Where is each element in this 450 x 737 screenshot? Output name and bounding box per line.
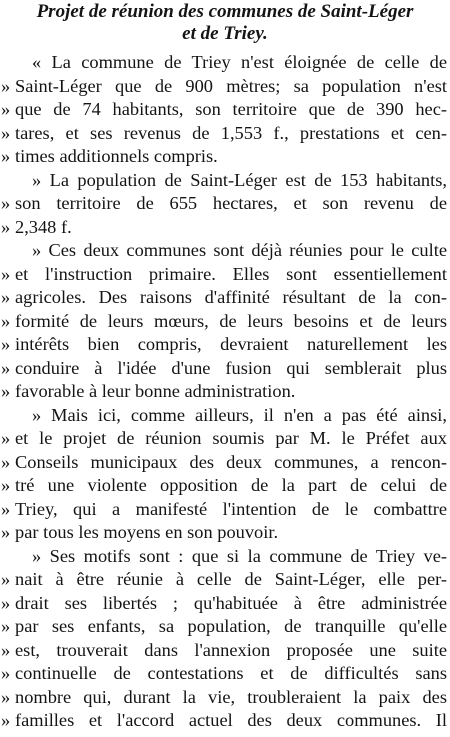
line-text: times additionnels compris. bbox=[15, 146, 218, 166]
quote-mark: » bbox=[1, 357, 11, 378]
quote-mark: » bbox=[1, 522, 11, 542]
line-text: « La commune de Triey n'est éloignée de celle de bbox=[32, 52, 447, 72]
text-line bbox=[0, 120, 450, 146]
text-line bbox=[0, 707, 450, 733]
line-text: par ses enfants, sa population, de tranquille qu'elle bbox=[15, 616, 447, 636]
text-line bbox=[0, 378, 450, 404]
line-text: par tous les moyens en son pouvoir. bbox=[15, 522, 279, 542]
quote-mark: » bbox=[1, 99, 11, 119]
text-line bbox=[0, 613, 450, 639]
text-line bbox=[0, 449, 450, 475]
text-line bbox=[0, 590, 450, 616]
line-text: tares, et ses revenus de 1,553 f., prestations et cen- bbox=[15, 122, 447, 143]
quote-mark: » bbox=[1, 146, 11, 166]
line-text: tré une violente opposition de la part de celui de bbox=[15, 475, 447, 495]
quote-mark: » bbox=[1, 310, 11, 331]
line-text: et le projet de réunion soumis par M. le Préfet aux bbox=[15, 428, 447, 448]
quote-mark: » bbox=[1, 639, 11, 660]
text-line bbox=[0, 73, 450, 99]
line-text: son territoire de 655 hectares, et son revenu de bbox=[15, 193, 447, 213]
line-text: Saint-Léger que de 900 mètres; sa population n'est bbox=[15, 75, 447, 96]
quote-mark: » bbox=[1, 381, 11, 401]
quote-mark: » bbox=[1, 451, 11, 472]
line-text: et l'instruction primaire. Elles sont essentiellement bbox=[15, 263, 447, 284]
text-line bbox=[0, 49, 450, 75]
text-line bbox=[0, 402, 450, 428]
line-text: agricoles. Des raisons d'affinité résultant de la con- bbox=[15, 287, 447, 307]
line-text: nait à être réunie à celle de Saint-Léger, elle per- bbox=[15, 569, 447, 589]
line-text: favorable à leur bonne administration. bbox=[15, 381, 296, 401]
line-text: » Mais ici, comme ailleurs, il n'en a pas été ainsi, bbox=[32, 404, 447, 425]
text-line bbox=[0, 660, 450, 686]
line-text: Triey, qui a manifesté l'intention de le combattre bbox=[15, 498, 447, 519]
line-text: Conseils municipaux des deux communes, a rencon- bbox=[15, 451, 447, 472]
text-line bbox=[0, 308, 450, 334]
page-title-line-2: et de Triey. bbox=[182, 23, 268, 44]
text-line bbox=[0, 96, 450, 122]
text-line bbox=[0, 519, 450, 545]
text-line bbox=[0, 214, 450, 240]
quote-mark: » bbox=[1, 428, 11, 448]
quote-mark: » bbox=[1, 498, 11, 519]
text-line bbox=[0, 237, 450, 263]
line-text: est, trouverait dans l'annexion proposée une suite bbox=[15, 639, 447, 660]
text-line bbox=[0, 143, 450, 169]
quote-mark: » bbox=[1, 569, 11, 589]
quote-mark: » bbox=[1, 263, 11, 284]
text-line bbox=[0, 425, 450, 451]
quote-mark: » bbox=[1, 334, 11, 354]
line-text: nombre qui, durant la vie, troubleraient la paix des bbox=[15, 686, 447, 707]
text-line bbox=[0, 496, 450, 522]
quote-mark: » bbox=[1, 592, 11, 613]
text-line bbox=[0, 566, 450, 592]
line-text: continuelle de contestations et de difficultés sans bbox=[15, 663, 447, 683]
text-line bbox=[0, 637, 450, 663]
quote-mark: » bbox=[1, 686, 11, 707]
text-line bbox=[0, 261, 450, 287]
quote-mark: » bbox=[1, 193, 11, 213]
text-line bbox=[0, 331, 450, 357]
text-line bbox=[0, 167, 450, 193]
text-line bbox=[0, 190, 450, 216]
line-text: » La population de Saint-Léger est de 153 habitants, bbox=[32, 169, 447, 190]
page-title-line-1: Projet de réunion des communes de Saint-Léger bbox=[36, 1, 414, 22]
line-text: familles et l'accord actuel des deux communes. Il bbox=[15, 710, 447, 730]
line-text: drait ses libertés ; qu'habituée à être administrée bbox=[15, 592, 447, 613]
quote-mark: » bbox=[1, 216, 11, 237]
line-text: que de 74 habitants, son territoire que de 390 hec- bbox=[15, 99, 447, 119]
text-line bbox=[0, 543, 450, 569]
quote-mark: » bbox=[1, 663, 11, 683]
line-text: intérêts bien compris, devraient naturellement les bbox=[15, 334, 447, 354]
quote-mark: » bbox=[1, 616, 11, 636]
line-text: formité de leurs mœurs, de leurs besoins et de leurs bbox=[15, 310, 447, 331]
line-text: » Ces deux communes sont déjà réunies pour le culte bbox=[32, 240, 447, 260]
line-text: conduire à l'idée d'une fusion qui semblerait plus bbox=[15, 357, 447, 378]
line-text: 2,348 f. bbox=[15, 216, 72, 237]
quote-mark: » bbox=[1, 710, 11, 730]
text-line bbox=[0, 355, 450, 381]
quote-mark: » bbox=[1, 122, 11, 143]
quote-mark: » bbox=[1, 75, 11, 96]
text-line bbox=[0, 684, 450, 710]
text-line bbox=[0, 284, 450, 310]
quote-mark: » bbox=[1, 287, 11, 307]
text-line bbox=[0, 472, 450, 498]
quote-mark: » bbox=[1, 475, 11, 495]
line-text: » Ses motifs sont : que si la commune de Triey ve- bbox=[32, 545, 447, 566]
